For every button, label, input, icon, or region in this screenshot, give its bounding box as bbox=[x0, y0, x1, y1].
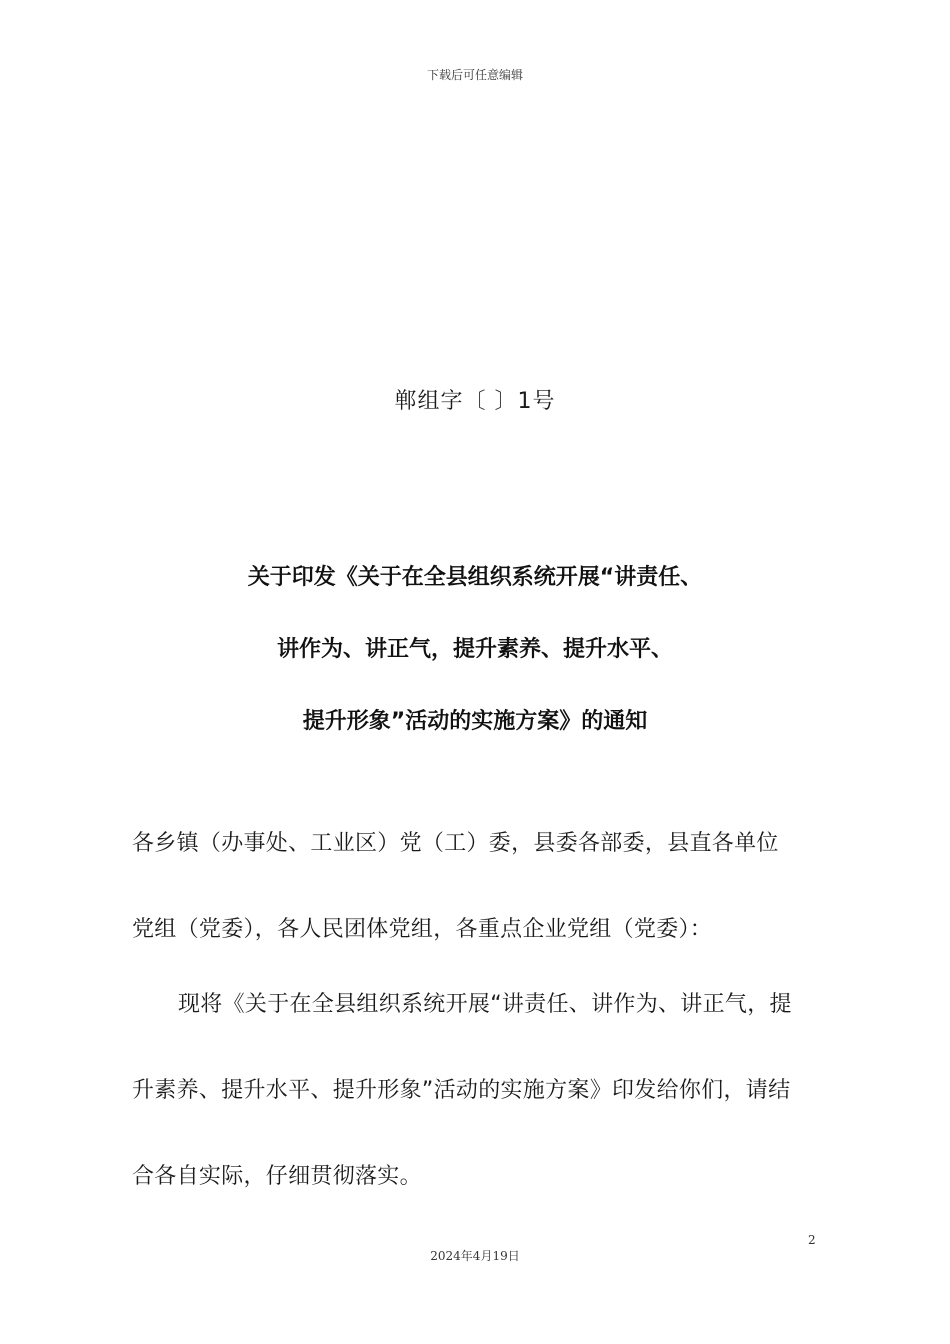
body-line-3: 合各自实际，仔细贯彻落实。 bbox=[132, 1164, 422, 1189]
addressee-line-2: 党组（党委），各人民团体党组，各重点企业党组（党委）： bbox=[132, 917, 713, 942]
title-line-2: 讲作为、讲正气，提升素养、提升水平、 bbox=[276, 637, 673, 662]
title-line-1: 关于印发《关于在全县组织系统开展“讲责任、 bbox=[247, 565, 703, 590]
body-line-1: 现将《关于在全县组织系统开展“讲责任、讲作为、讲正气，提 bbox=[178, 992, 792, 1017]
title-line-3: 提升形象”活动的实施方案》的通知 bbox=[302, 709, 648, 734]
page-number: 2 bbox=[808, 1233, 816, 1247]
document-number: 郸组字〔 〕1号 bbox=[394, 389, 556, 414]
header-note: 下载后可任意编辑 bbox=[426, 68, 523, 82]
addressee-line-1: 各乡镇（办事处、工业区）党（工）委，县委各部委，县直各单位 bbox=[132, 831, 779, 856]
footer-date: 2024年4月19日 bbox=[430, 1249, 520, 1263]
body-line-2: 升素养、提升水平、提升形象”活动的实施方案》印发给你们，请结 bbox=[132, 1078, 791, 1103]
